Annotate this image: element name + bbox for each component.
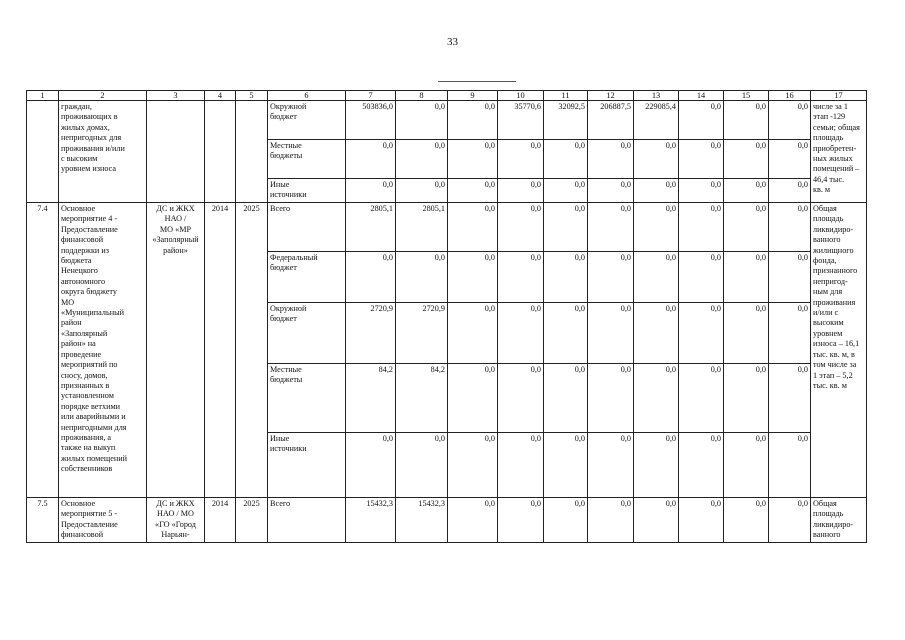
amount-cell: 0,0 [498,498,544,543]
amount-cell: 0,0 [544,498,588,543]
amount-cell: 84,2 [396,364,448,433]
amount-cell: 0,0 [634,433,679,498]
table-row [27,203,867,252]
event-cell: Основное мероприятие 4 - Предоставление финансовой поддержки из бюджета Ненецкого автономного округа бюджету МО «Муниципальный район «Заполярный район» на проведение мероприятий по сносу, домов, признанных в установленном порядке ветхими или аварийными и непригодными для проживания, а также на выкуп жилых помещений собственников [59,203,147,498]
funding-source-cell: Иные источники [268,433,346,498]
amount-cell: 0,0 [769,303,811,364]
amount-cell: 0,0 [769,433,811,498]
amount-cell: 0,0 [346,252,396,303]
amount-cell: 0,0 [346,179,396,203]
column-number-cell: 16 [769,91,811,101]
page-number: 33 [447,36,458,48]
top-rule [438,81,516,82]
column-number-cell: 10 [498,91,544,101]
item-number-cell: 7.4 [27,203,59,498]
amount-cell: 0,0 [448,101,498,140]
column-number-cell: 7 [346,91,396,101]
amount-cell: 0,0 [679,303,724,364]
funding-source-cell: Всего [268,498,346,543]
column-number-cell: 12 [588,91,634,101]
amount-cell: 0,0 [769,101,811,140]
funding-source-cell: Окружной бюджет [268,101,346,140]
amount-cell: 0,0 [448,140,498,179]
amount-cell: 0,0 [544,303,588,364]
amount-cell: 0,0 [634,140,679,179]
amount-cell: 0,0 [544,179,588,203]
amount-cell: 0,0 [724,140,769,179]
start-year-cell [205,101,236,203]
end-year-cell [236,101,268,203]
amount-cell: 229085,4 [634,101,679,140]
column-number-cell: 14 [679,91,724,101]
amount-cell: 35770,6 [498,101,544,140]
amount-cell: 2720,9 [396,303,448,364]
end-year-cell: 2025 [236,203,268,498]
amount-cell: 503836,0 [346,101,396,140]
result-cell: числе за 1 этап -129 семьи; общая площадь приобретен- ных жилых помещений – 46,4 тыс. кв. м [811,101,867,203]
amount-cell: 0,0 [724,498,769,543]
start-year-cell: 2014 [205,498,236,543]
table-row [27,101,867,140]
amount-cell: 0,0 [498,303,544,364]
amount-cell: 0,0 [724,303,769,364]
amount-cell: 206887,5 [588,101,634,140]
amount-cell: 0,0 [544,203,588,252]
result-cell: Общая площадь ликвидиро- ванного [811,498,867,543]
column-number-cell: 11 [544,91,588,101]
amount-cell: 0,0 [346,140,396,179]
result-cell: Общая площадь ликвидиро- ванного жилищного фонда, признанного непригод- ным для проживания и/или с высоким уровнем износа – 16,1 тыс. кв. м, в том числе за 1 этап – 5,2 тыс. кв. м [811,203,867,498]
funding-source-cell: Окружной бюджет [268,303,346,364]
amount-cell: 15432,3 [346,498,396,543]
amount-cell: 0,0 [396,252,448,303]
amount-cell: 0,0 [634,179,679,203]
executor-cell [147,101,205,203]
amount-cell: 0,0 [634,364,679,433]
amount-cell: 0,0 [544,140,588,179]
start-year-cell: 2014 [205,203,236,498]
amount-cell: 2720,9 [346,303,396,364]
column-number-cell: 8 [396,91,448,101]
amount-cell: 0,0 [396,140,448,179]
amount-cell: 0,0 [679,252,724,303]
column-number-row [27,91,867,101]
amount-cell: 0,0 [679,433,724,498]
amount-cell: 0,0 [588,179,634,203]
amount-cell: 0,0 [544,252,588,303]
amount-cell: 0,0 [396,433,448,498]
amount-cell: 0,0 [448,364,498,433]
column-number-cell: 3 [147,91,205,101]
table-body [27,91,867,543]
item-number-cell [27,101,59,203]
item-number-cell: 7.5 [27,498,59,543]
amount-cell: 0,0 [724,101,769,140]
amount-cell: 0,0 [588,364,634,433]
amount-cell: 0,0 [544,433,588,498]
amount-cell: 0,0 [679,179,724,203]
amount-cell: 0,0 [448,498,498,543]
amount-cell: 0,0 [769,140,811,179]
amount-cell: 0,0 [448,179,498,203]
amount-cell: 0,0 [724,364,769,433]
amount-cell: 0,0 [588,303,634,364]
table-row [27,498,867,543]
amount-cell: 0,0 [769,364,811,433]
column-number-cell: 2 [59,91,147,101]
column-number-cell: 15 [724,91,769,101]
amount-cell: 0,0 [588,203,634,252]
amount-cell: 0,0 [588,140,634,179]
funding-source-cell: Местные бюджеты [268,364,346,433]
amount-cell: 0,0 [679,364,724,433]
funding-source-cell: Всего [268,203,346,252]
amount-cell: 0,0 [588,498,634,543]
amount-cell: 0,0 [498,364,544,433]
executor-cell: ДС и ЖКХ НАО / МО «ГО «Город Нарьян- [147,498,205,543]
amount-cell: 2805,1 [396,203,448,252]
amount-cell: 0,0 [346,433,396,498]
funding-source-cell: Иные источники [268,179,346,203]
amount-cell: 0,0 [769,179,811,203]
funding-source-cell: Федеральный бюджет [268,252,346,303]
amount-cell: 0,0 [634,303,679,364]
amount-cell: 0,0 [448,433,498,498]
column-number-cell: 4 [205,91,236,101]
amount-cell: 0,0 [679,140,724,179]
amount-cell: 0,0 [498,433,544,498]
amount-cell: 0,0 [724,179,769,203]
amount-cell: 2805,1 [346,203,396,252]
program-table [26,90,867,543]
amount-cell: 84,2 [346,364,396,433]
amount-cell: 0,0 [634,203,679,252]
column-number-cell: 17 [811,91,867,101]
amount-cell: 0,0 [769,203,811,252]
amount-cell: 0,0 [498,140,544,179]
event-cell: Основное мероприятие 5 - Предоставление финансовой [59,498,147,543]
amount-cell: 0,0 [498,252,544,303]
amount-cell: 0,0 [498,179,544,203]
amount-cell: 0,0 [448,252,498,303]
amount-cell: 15432,3 [396,498,448,543]
amount-cell: 0,0 [396,101,448,140]
amount-cell: 0,0 [588,433,634,498]
column-number-cell: 9 [448,91,498,101]
amount-cell: 0,0 [396,179,448,203]
funding-source-cell: Местные бюджеты [268,140,346,179]
amount-cell: 0,0 [634,498,679,543]
column-number-cell: 1 [27,91,59,101]
end-year-cell: 2025 [236,498,268,543]
amount-cell: 0,0 [498,203,544,252]
amount-cell: 0,0 [679,203,724,252]
amount-cell: 0,0 [724,203,769,252]
column-number-cell: 6 [268,91,346,101]
amount-cell: 0,0 [634,252,679,303]
event-cell: граждан, проживающих в жилых домах, непригодных для проживания и/или с высоким уровнем износа [59,101,147,203]
column-number-cell: 5 [236,91,268,101]
amount-cell: 0,0 [724,252,769,303]
amount-cell: 0,0 [769,498,811,543]
amount-cell: 0,0 [448,303,498,364]
amount-cell: 0,0 [588,252,634,303]
amount-cell: 32092,5 [544,101,588,140]
column-number-cell: 13 [634,91,679,101]
amount-cell: 0,0 [544,364,588,433]
amount-cell: 0,0 [724,433,769,498]
executor-cell: ДС и ЖКХ НАО / МО «МР «Заполярный район» [147,203,205,498]
amount-cell: 0,0 [448,203,498,252]
amount-cell: 0,0 [679,101,724,140]
amount-cell: 0,0 [769,252,811,303]
amount-cell: 0,0 [679,498,724,543]
